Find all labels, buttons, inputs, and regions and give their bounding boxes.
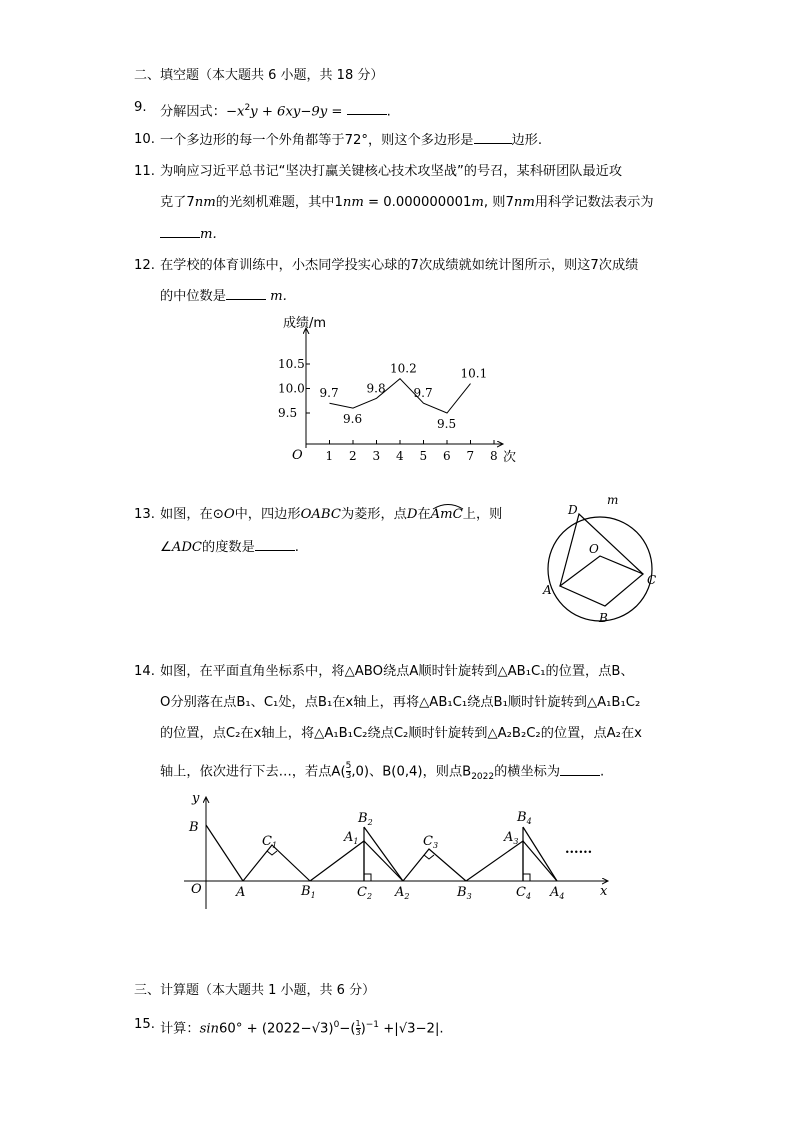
q14-frac-den: 3 bbox=[345, 771, 352, 781]
chart-data-label: 9.5 bbox=[437, 417, 457, 431]
q15-expr-d: +|√3−2|. bbox=[379, 1021, 444, 1037]
fig14-label-x: x bbox=[600, 884, 608, 899]
question-15-text bbox=[160, 1016, 444, 1038]
fig14-label-A: A bbox=[236, 885, 246, 900]
question-number-12: 12. bbox=[134, 258, 155, 273]
chart-x-tick-label: 6 bbox=[443, 449, 451, 463]
question-11-line2 bbox=[160, 194, 654, 212]
q13-l1b: 中，四边形 bbox=[234, 507, 301, 522]
fig14-label-A1 bbox=[343, 830, 358, 846]
q13-l1c: 为菱形，点 bbox=[340, 507, 407, 522]
chart-x-tick-label: 1 bbox=[325, 449, 334, 463]
fig14-label-C1 bbox=[262, 834, 277, 850]
fig14-B2-letter: B bbox=[358, 811, 368, 826]
question-11-line3 bbox=[160, 225, 217, 244]
q13-l2b: 的度数是 bbox=[202, 540, 255, 555]
fig14-label-A2 bbox=[394, 885, 409, 901]
fig14-C4-letter: C bbox=[516, 885, 526, 900]
q14-l4a: 轴上，依次进行下去…，若点A( bbox=[160, 764, 346, 780]
chart-x-tick-label: 2 bbox=[349, 449, 357, 463]
chart-x-label: 次 bbox=[503, 450, 517, 465]
q12-unit: m. bbox=[270, 289, 287, 304]
q14-frac-num: 5 bbox=[345, 761, 352, 771]
chart-x-tick-label: 8 bbox=[490, 449, 498, 463]
q9-expr-b: y + 6xy−9y = bbox=[250, 104, 343, 120]
q13-l1d: 在 bbox=[417, 507, 431, 522]
q10-text-b: 边形. bbox=[511, 133, 543, 148]
fig14-label-C4 bbox=[516, 885, 531, 901]
question-12-line1: 在学校的体育训练中，小杰同学投实心球的7次成绩就如统计图所示，则这7次成绩 bbox=[160, 258, 639, 273]
question-13-line2 bbox=[160, 538, 299, 557]
chart-data-label: 9.6 bbox=[343, 412, 363, 427]
chart-data-label: 9.8 bbox=[366, 381, 386, 396]
fig14-B3-letter: B bbox=[457, 885, 467, 900]
q11-unit: m. bbox=[200, 227, 217, 242]
q15-frac-den: 3 bbox=[355, 1027, 361, 1037]
q11-answer-blank[interactable] bbox=[160, 225, 200, 238]
section-title-fill-blank: 二、填空题（本大题共 6 小题，共 18 分） bbox=[134, 68, 384, 83]
fig14-B3-sub: 3 bbox=[466, 892, 472, 901]
fig14-B2-sub: 2 bbox=[367, 818, 373, 827]
q14-l4c: 的横坐标为 bbox=[494, 764, 561, 780]
fig14-label-B2 bbox=[357, 811, 373, 827]
q13-OABC: OABC bbox=[300, 507, 341, 522]
q9-sup: 2 bbox=[244, 103, 251, 113]
question-14-line4 bbox=[160, 762, 604, 786]
right-angle-c3 bbox=[424, 855, 434, 859]
question-14-line3: 的位置，点C₂在x轴上，将△A₁B₁C₂绕点C₂顺时针旋转到△A₂B₂C₂的位置，点A₂在x bbox=[160, 726, 642, 741]
q14-l4b: ,0)、B(0,4)，则点B bbox=[351, 764, 472, 780]
section-title-calculation: 三、计算题（本大题共 1 小题，共 6 分） bbox=[134, 983, 376, 998]
score-line-chart bbox=[275, 308, 525, 468]
chart-x-tick-label: 3 bbox=[372, 449, 381, 463]
chart-data-label: 9.7 bbox=[413, 386, 433, 401]
label-O: O bbox=[589, 542, 599, 556]
fig14-A4-sub: 4 bbox=[559, 892, 565, 901]
circle-O bbox=[548, 517, 652, 621]
fig14-label-C2 bbox=[357, 885, 372, 901]
q11-nm1: nm bbox=[194, 195, 216, 210]
fig14-label-B3 bbox=[456, 885, 472, 901]
label-m: m bbox=[607, 493, 619, 507]
q15-expr-c: ) bbox=[360, 1021, 366, 1037]
right-angle-c2 bbox=[364, 874, 371, 881]
chart-x-tick-label: 5 bbox=[419, 449, 428, 463]
fig14-C3-sub: 3 bbox=[432, 841, 439, 850]
right-angle-c4 bbox=[523, 874, 530, 881]
question-number-14: 14. bbox=[134, 664, 155, 679]
q13-D: D bbox=[406, 507, 418, 522]
fig14-A3-sub: 3 bbox=[513, 837, 519, 846]
fig14-A4-letter: A bbox=[550, 885, 560, 900]
q14-l4d: . bbox=[600, 764, 605, 780]
chart-data-label: 10.2 bbox=[390, 361, 417, 376]
rotation-coordinate-figure bbox=[180, 785, 620, 915]
question-11-line1: 为响应习近平总书记“坚决打赢关键核心技术攻坚战”的号召，某科研团队最近攻 bbox=[160, 164, 623, 179]
q15-sup0: 0 bbox=[333, 1020, 340, 1030]
question-number-13: 13. bbox=[134, 507, 155, 522]
fig14-A1-sub: 1 bbox=[353, 837, 359, 846]
fig14-A2-sub: 2 bbox=[404, 892, 410, 901]
q15-expr-b: −( bbox=[339, 1021, 356, 1037]
fig14-B4-sub: 4 bbox=[526, 817, 532, 826]
q13-arc bbox=[431, 507, 463, 522]
q9-expr-a: −x bbox=[225, 104, 245, 120]
rhombus-OABC bbox=[560, 556, 643, 606]
label-A: A bbox=[543, 583, 552, 597]
fig14-label-B1 bbox=[300, 884, 316, 900]
q14-answer-blank[interactable] bbox=[560, 763, 600, 776]
label-B: B bbox=[599, 611, 608, 625]
q11-m1: m bbox=[471, 195, 484, 210]
chart-y-tick-label: 9.5 bbox=[278, 406, 298, 420]
right-angle-c1 bbox=[267, 851, 277, 855]
question-13-line1 bbox=[160, 506, 502, 524]
fig14-B1-letter: B bbox=[301, 884, 311, 899]
q11-l2d: , 则7 bbox=[483, 195, 514, 210]
q13-l2a: ∠ bbox=[160, 540, 172, 555]
q9-answer-blank[interactable] bbox=[347, 102, 387, 115]
q15-sin: sin bbox=[199, 1021, 220, 1037]
label-D: D bbox=[568, 503, 578, 517]
fig14-label-O: O bbox=[191, 882, 202, 897]
circle-rhombus-figure bbox=[535, 490, 670, 630]
chart-y-label: 成绩/m bbox=[283, 316, 327, 331]
q9-prefix: 分解因式： bbox=[160, 104, 226, 120]
fig14-C1-sub: 1 bbox=[271, 841, 278, 850]
chart-series-line bbox=[330, 379, 471, 413]
q10-answer-blank[interactable] bbox=[474, 131, 512, 144]
q13-l1a: 如图，在⊙ bbox=[160, 507, 224, 522]
q13-l1e: 上，则 bbox=[462, 507, 503, 522]
q13-ADC: ADC bbox=[171, 540, 203, 555]
chart-y-tick-label: 10.5 bbox=[278, 357, 305, 371]
fig14-C3-letter: C bbox=[423, 834, 433, 849]
q13-arc-text: AmC bbox=[430, 507, 463, 522]
q11-l2b: 的光刻机难题，其中1 bbox=[215, 195, 343, 210]
q15-expr-a: 60° + (2022−√3) bbox=[219, 1021, 334, 1037]
chart-y-tick-label: 10.0 bbox=[278, 381, 305, 396]
q10-text-a: 一个多边形的每一个外角都等于72°，则这个多边形是 bbox=[160, 133, 474, 148]
fig14-A2-letter: A bbox=[395, 885, 405, 900]
question-9-text bbox=[160, 99, 391, 121]
q13-l2c: . bbox=[294, 540, 299, 555]
q15-prefix: 计算： bbox=[160, 1021, 200, 1037]
fig14-label-B: B bbox=[189, 820, 199, 835]
fig14-C2-letter: C bbox=[357, 885, 367, 900]
question-number-10: 10. bbox=[134, 132, 155, 147]
question-number-11: 11. bbox=[134, 164, 155, 179]
question-14-line1: 如图，在平面直角坐标系中，将△ABO绕点A顺时针旋转到△AB₁C₁的位置，点B、 bbox=[160, 664, 634, 679]
question-14-line2: O分别落在点B₁、C₁处，点B₁在x轴上，再将△AB₁C₁绕点B₁顺时针旋转到△A₁B₁C₂ bbox=[160, 695, 641, 710]
q9-end: . bbox=[386, 104, 391, 120]
q13-O: O bbox=[223, 507, 235, 522]
chart-origin: O bbox=[292, 448, 303, 463]
question-number-15: 15. bbox=[134, 1017, 155, 1032]
fig14-A3-letter: A bbox=[504, 830, 514, 845]
fig14-ellipsis: ...... bbox=[565, 842, 593, 857]
fig14-B1-sub: 1 bbox=[310, 891, 316, 900]
fig14-label-A3 bbox=[503, 830, 518, 846]
fig14-C4-sub: 4 bbox=[525, 892, 532, 901]
chart-data-label: 10.1 bbox=[460, 366, 488, 381]
chart-x-tick-label: 7 bbox=[466, 449, 475, 463]
fig14-label-C3 bbox=[423, 834, 438, 850]
label-C: C bbox=[647, 573, 657, 587]
q15-frac-num: 1 bbox=[355, 1018, 361, 1028]
question-10-text bbox=[160, 131, 542, 150]
q12-answer-blank[interactable] bbox=[226, 287, 266, 300]
fig14-label-A4 bbox=[549, 885, 564, 901]
q14-sub2022: 2022 bbox=[471, 772, 495, 783]
chart-data-label: 9.7 bbox=[319, 386, 339, 401]
q11-l2c: = 0.000000001 bbox=[363, 195, 472, 210]
fig14-B4-letter: B bbox=[517, 810, 527, 825]
q15-sup-m1: −1 bbox=[365, 1020, 380, 1030]
q11-l2a: 克了7 bbox=[160, 195, 195, 210]
chart-x-tick-label: 4 bbox=[396, 449, 404, 463]
question-12-line2 bbox=[160, 287, 287, 306]
fig14-C2-sub: 2 bbox=[366, 892, 373, 901]
q11-nm2: nm bbox=[342, 195, 364, 210]
question-number-9: 9. bbox=[134, 100, 147, 115]
fig14-label-y: y bbox=[192, 791, 200, 806]
q11-l2e: 用科学记数法表示为 bbox=[534, 195, 654, 210]
fig14-A1-letter: A bbox=[344, 830, 354, 845]
q13-answer-blank[interactable] bbox=[255, 538, 295, 551]
q11-nm3: nm bbox=[513, 195, 535, 210]
q12-l2a: 的中位数是 bbox=[160, 289, 226, 304]
fig14-label-B4 bbox=[516, 810, 532, 826]
fig14-C1-letter: C bbox=[262, 834, 272, 849]
